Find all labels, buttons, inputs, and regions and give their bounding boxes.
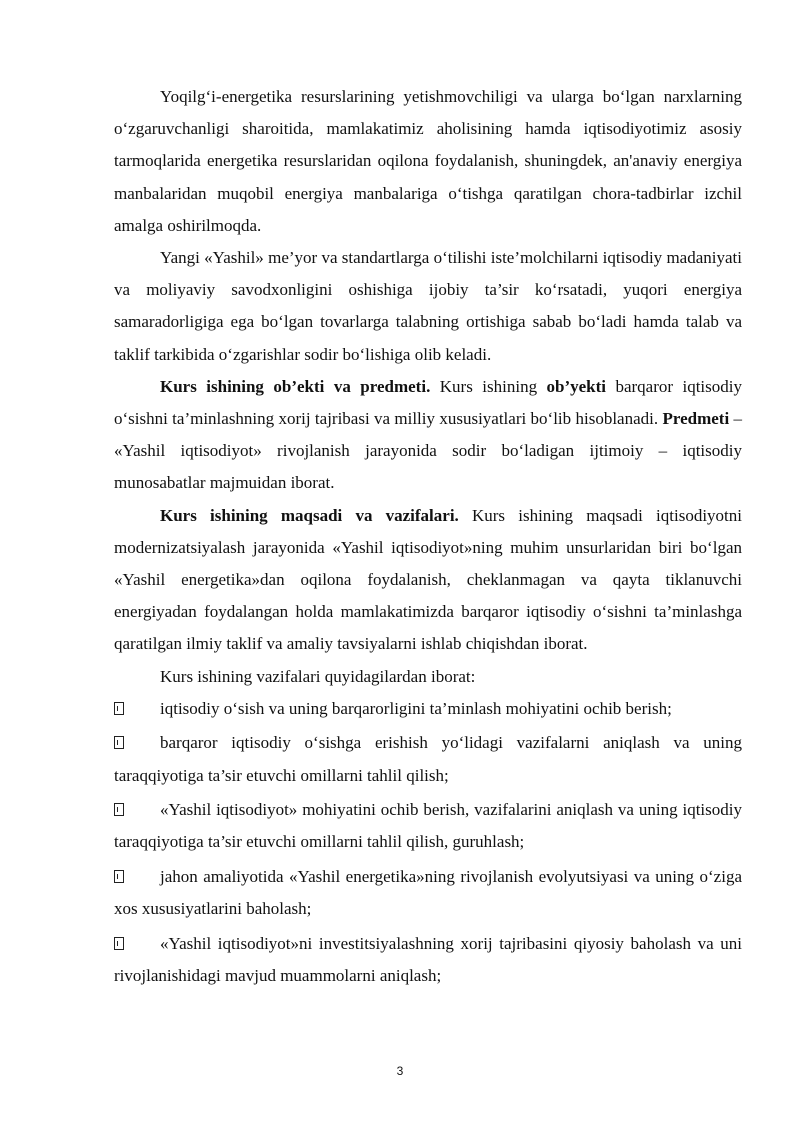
task-text: iqtisodiy o‘sish va uning barqarorligini ta’minlash mohiyatini ochib berish; xyxy=(160,698,672,718)
subject-text: – «Yashil iqtisodiyot» rivojlanish jarayonida sodir bo‘ladigan ijtimoiy – iqtisodiy munosabatlar majmuidan iborat. xyxy=(114,409,743,493)
paragraph-tasks-intro: Kurs ishining vazifalari quyidagilardan iborat: xyxy=(160,666,476,686)
task-item xyxy=(114,794,742,859)
goal-text: Kurs ishining maqsadi iqtisodiyotni modernizatsiyalash jarayonida «Yashil iqtisodiyot»ning muhim unsurlaridan biri bo‘lgan «Yashil energetika»dan oqilona foydalanish, cheklanmagan va qayta tiklanuvchi energiyadan foydalangan holda mamlakatimizda barqaror iqtisodiy o‘sishni ta’minlashga qaratilgan ilmiy taklif va amaliy tavsiyalarni ishlab chiqishdan iborat. xyxy=(114,505,742,654)
task-text: barqaror iqtisodiy o‘sishga erishish yo‘lidagi vazifalarni aniqlash va uning taraqqiyotiga ta’sir etuvchi omillarni tahlil qilish; xyxy=(114,733,742,785)
paragraph-intro: Yoqilg‘i-energetika resurslarining yetishmovchiligi va ularga bo‘lgan narxlarning o‘zgaruvchanligi sharoitida, mamlakatimiz aholisining hamda iqtisodiyotimiz asosiy tarmoqlarida energetika resurslaridan oqilona foydalanish, shuningdek, an'anaviy energiya manbalaridan muqobil energiya manbalariga o‘tishga qaratilgan chora-tadbirlar izchil amalga oshirilmoqda. xyxy=(114,87,742,235)
object-text-2: barqaror iqtisodiy o‘sishni ta’minlashning xorij tajribasi va milliy xususiyatlari bo‘lib hisoblanadi. xyxy=(114,376,742,429)
subject-term: Predmeti xyxy=(662,409,730,429)
object-text-1: Kurs ishining xyxy=(430,376,547,396)
paragraph-object-subject xyxy=(114,371,742,500)
bullet-icon xyxy=(114,937,124,950)
task-text: «Yashil iqtisodiyot»ni investitsiyalashning xorij tajribasini qiyosiy baholash va uni rivojlanishidagi mavjud muammolarni aniqlash; xyxy=(114,933,742,986)
bullet-icon xyxy=(114,803,124,816)
paragraph-goal-tasks xyxy=(114,500,742,661)
object-term: ob’yekti xyxy=(546,376,607,396)
task-item xyxy=(114,727,742,792)
bullet-icon xyxy=(114,702,124,715)
task-text: jahon amaliyotida «Yashil energetika»ning rivojlanish evolyutsiyasi va uning o‘ziga xos xususiyatlarini baholash; xyxy=(114,866,742,919)
task-item xyxy=(114,861,742,926)
task-text: «Yashil iqtisodiyot» mohiyatini ochib berish, vazifalarini aniqlash va uning iqtisodiy taraqqiyotiga ta’sir etuvchi omillarni tahlil qilish, guruhlash; xyxy=(114,800,742,852)
goal-tasks-heading: Kurs ishining maqsadi va vazifalari. xyxy=(160,505,459,525)
task-item xyxy=(114,693,742,725)
page-number: 3 xyxy=(396,1064,404,1078)
task-item xyxy=(114,928,742,993)
object-subject-heading: Kurs ishining ob’ekti va predmeti. xyxy=(160,376,431,396)
bullet-icon xyxy=(114,870,124,883)
document-body xyxy=(114,80,742,993)
bullet-icon xyxy=(114,736,124,749)
paragraph-green-standards: Yangi «Yashil» me’yor va standartlarga o‘tilishi iste’molchilarni iqtisodiy madaniyati va moliyaviy savodxonligini oshishiga ijobiy ta’sir ko‘rsatadi, yuqori energiya samaradorligiga ega bo‘lgan tovarlarga talabning ortishiga sabab bo‘ladi hamda talab va taklif tarkibida o‘zgarishlar sodir bo‘lishiga olib keladi. xyxy=(114,248,742,364)
